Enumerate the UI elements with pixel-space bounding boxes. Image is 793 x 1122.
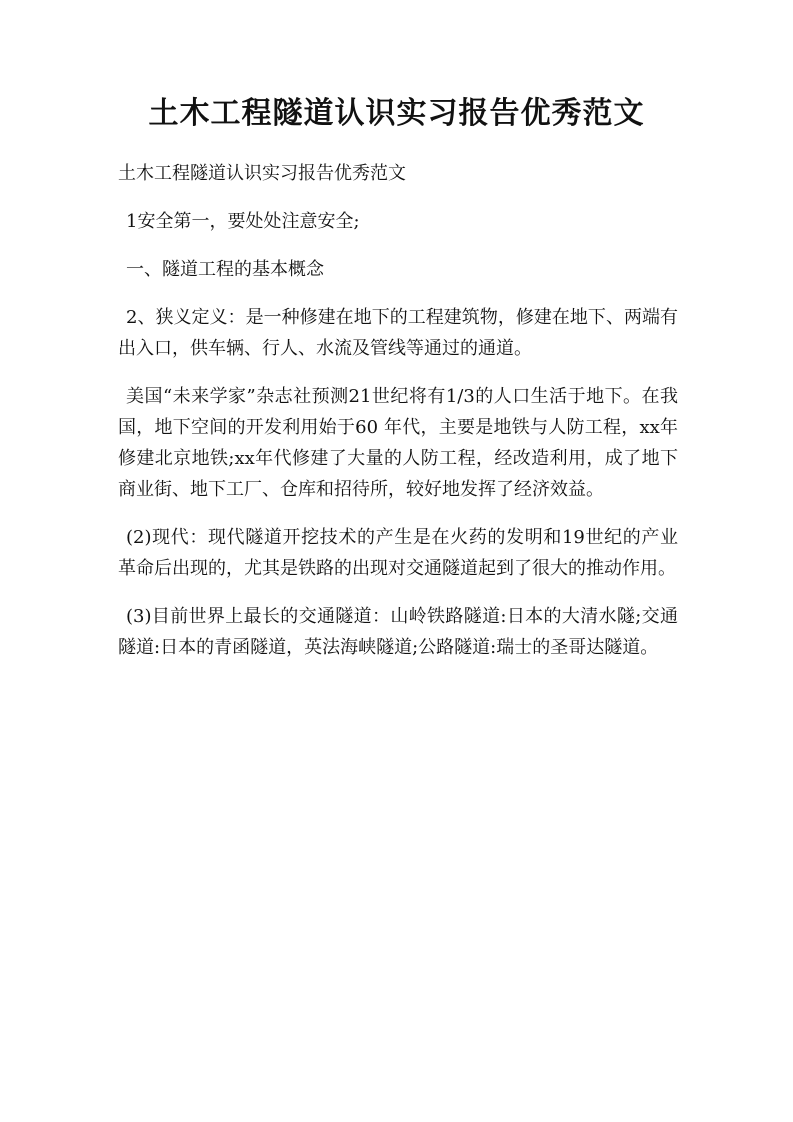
- paragraph-subtitle: 土木工程隧道认识实习报告优秀范文: [118, 163, 406, 184]
- document-title: 土木工程隧道认识实习报告优秀范文: [148, 96, 645, 131]
- paragraph-longest-tunnels: (3)目前世界上最长的交通隧道：山岭铁路隧道:日本的大清水隧;交通隧道:日本的青函隧道，英法海峡隧道;公路隧道:瑞士的圣哥达隧道。: [118, 606, 678, 658]
- document-body: [118, 158, 678, 680]
- paragraph-definition: 2、狭义定义：是一种修建在地下的工程建筑物，修建在地下、两端有出入口，供车辆、行人、水流及管线等通过的通道。: [118, 307, 678, 359]
- paragraph-underground-space: 美国“未来学家”杂志社预测21世纪将有1/3的人口生活于地下。在我国，地下空间的开发利用始于60 年代，主要是地铁与人防工程，xx年修建北京地铁;xx年代修建了大量的人防工程，经改造利用，成了地下商业街、地下工厂、仓库和招待所，较好地发挥了经济效益。: [118, 386, 678, 500]
- paragraph-modern-tunnels: (2)现代：现代隧道开挖技术的产生是在火药的发明和19世纪的产业革命后出现的，尤其是铁路的出现对交通隧道起到了很大的推动作用。: [118, 527, 678, 579]
- paragraph-safety: 1安全第一，要处处注意安全;: [126, 211, 360, 232]
- paragraph-section-heading: 一、隧道工程的基本概念: [126, 259, 324, 280]
